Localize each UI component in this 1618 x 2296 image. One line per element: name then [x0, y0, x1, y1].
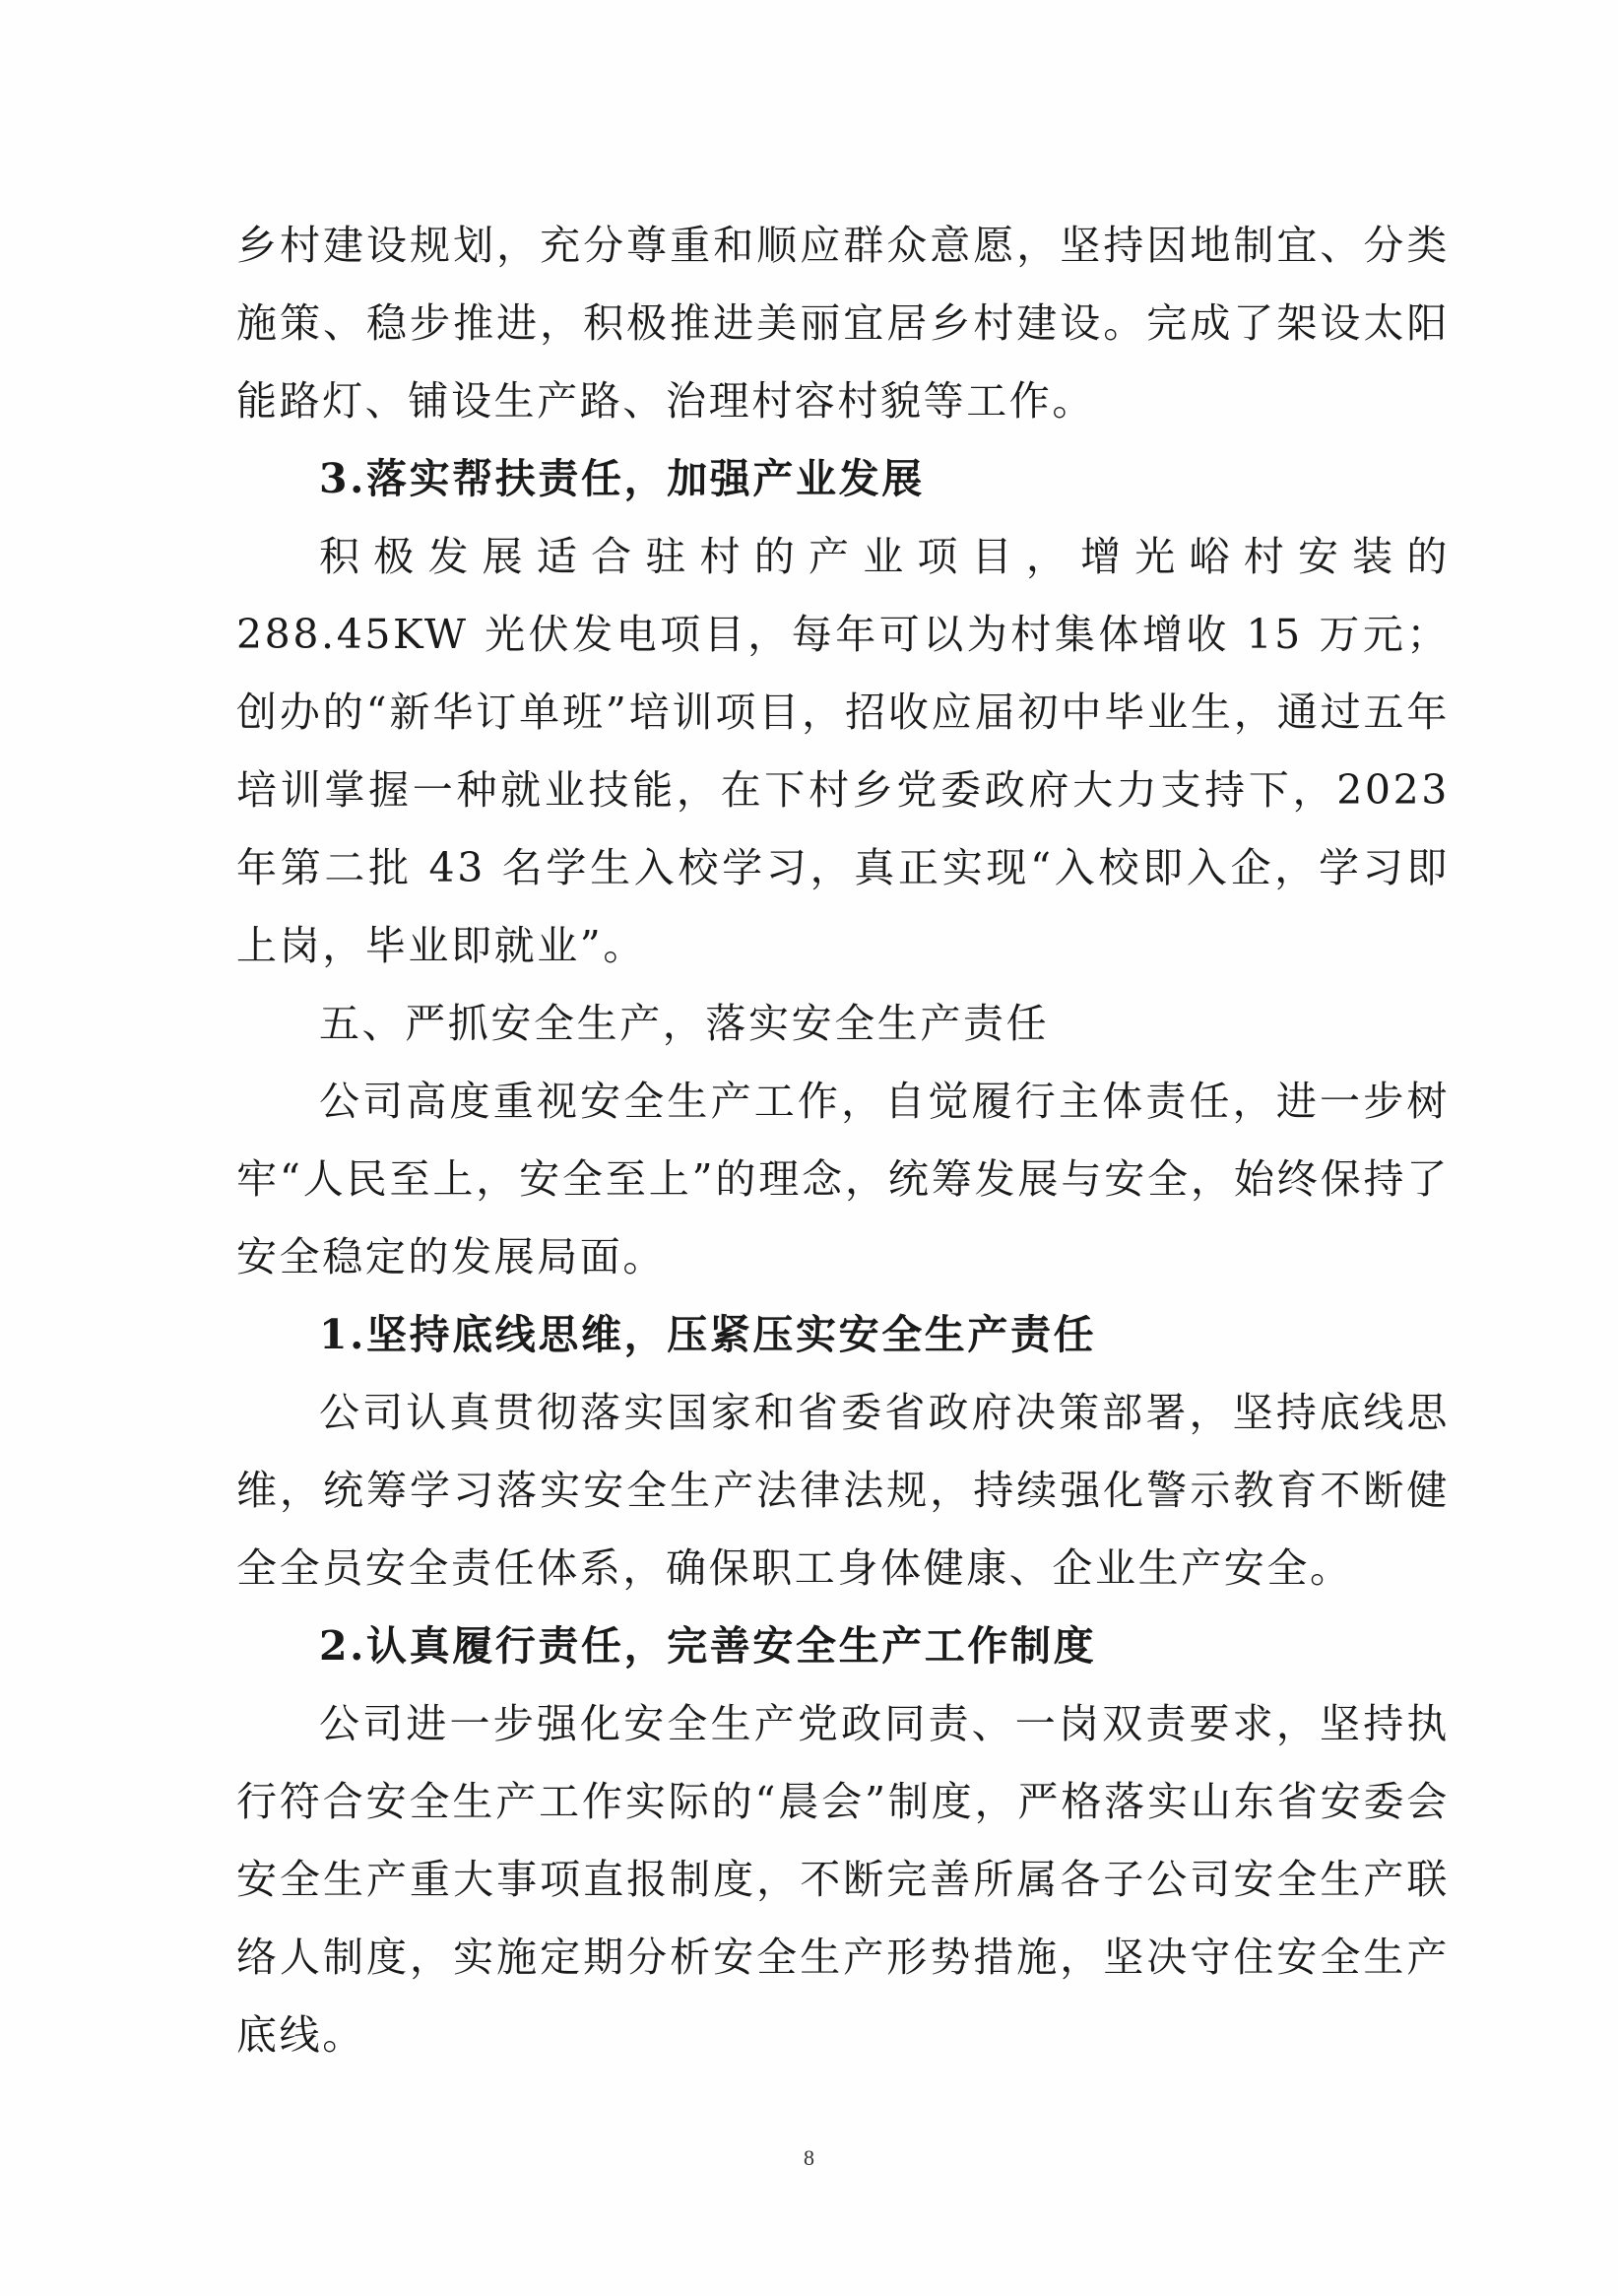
subheading-industry-development: 3.落实帮扶责任，加强产业发展 [319, 455, 925, 502]
paragraph-rural-construction: 乡村建设规划，充分尊重和顺应群众意愿，坚持因地制宜、分类施策、稳步推进，积极推进美丽宜居乡村建设。完成了架设太阳能路灯、铺设生产路、治理村容村貌等工作。 [236, 222, 1450, 425]
paragraph-safety-system: 公司进一步强化安全生产党政同责、一岗双责要求，坚持执行符合安全生产工作实际的“晨会”制度，严格落实山东省安委会安全生产重大事项直报制度，不断完善所属各子公司安全生产联络人制度，实施定期分析安全生产形势措施，坚决守住安全生产底线。 [236, 1700, 1450, 2059]
paragraph-industry-projects: 积极发展适合驻村的产业项目，增光峪村安装的 288.45KW 光伏发电项目，每年可以为村集体增收 15 万元；创办的“新华订单班”培训项目，招收应届初中毕业生，通过五年培训掌握一种就业技能，在下村乡党委政府大力支持下，2023 年第二批 43 名学生入校学习，真正实现“入校即入企，学习即上岗，毕业即就业”。 [236, 533, 1450, 969]
document-body [236, 207, 1450, 2074]
paragraph-bottom-line-thinking: 公司认真贯彻落实国家和省委省政府决策部署，坚持底线思维，统筹学习落实安全生产法律法规，持续强化警示教育不断健全全员安全责任体系，确保职工身体健康、企业生产安全。 [236, 1389, 1450, 1592]
paragraph-safety-overview: 公司高度重视安全生产工作，自觉履行主体责任，进一步树牢“人民至上，安全至上”的理念，统筹发展与安全，始终保持了安全稳定的发展局面。 [236, 1078, 1450, 1280]
subheading-bottom-line-thinking: 1.坚持底线思维，压紧压实安全生产责任 [319, 1311, 1097, 1358]
page-number: 8 [804, 2145, 814, 2170]
subheading-safety-system: 2.认真履行责任，完善安全生产工作制度 [319, 1622, 1097, 1670]
section-heading-safety-production: 五、严抓安全生产，落实安全生产责任 [319, 1000, 1050, 1047]
